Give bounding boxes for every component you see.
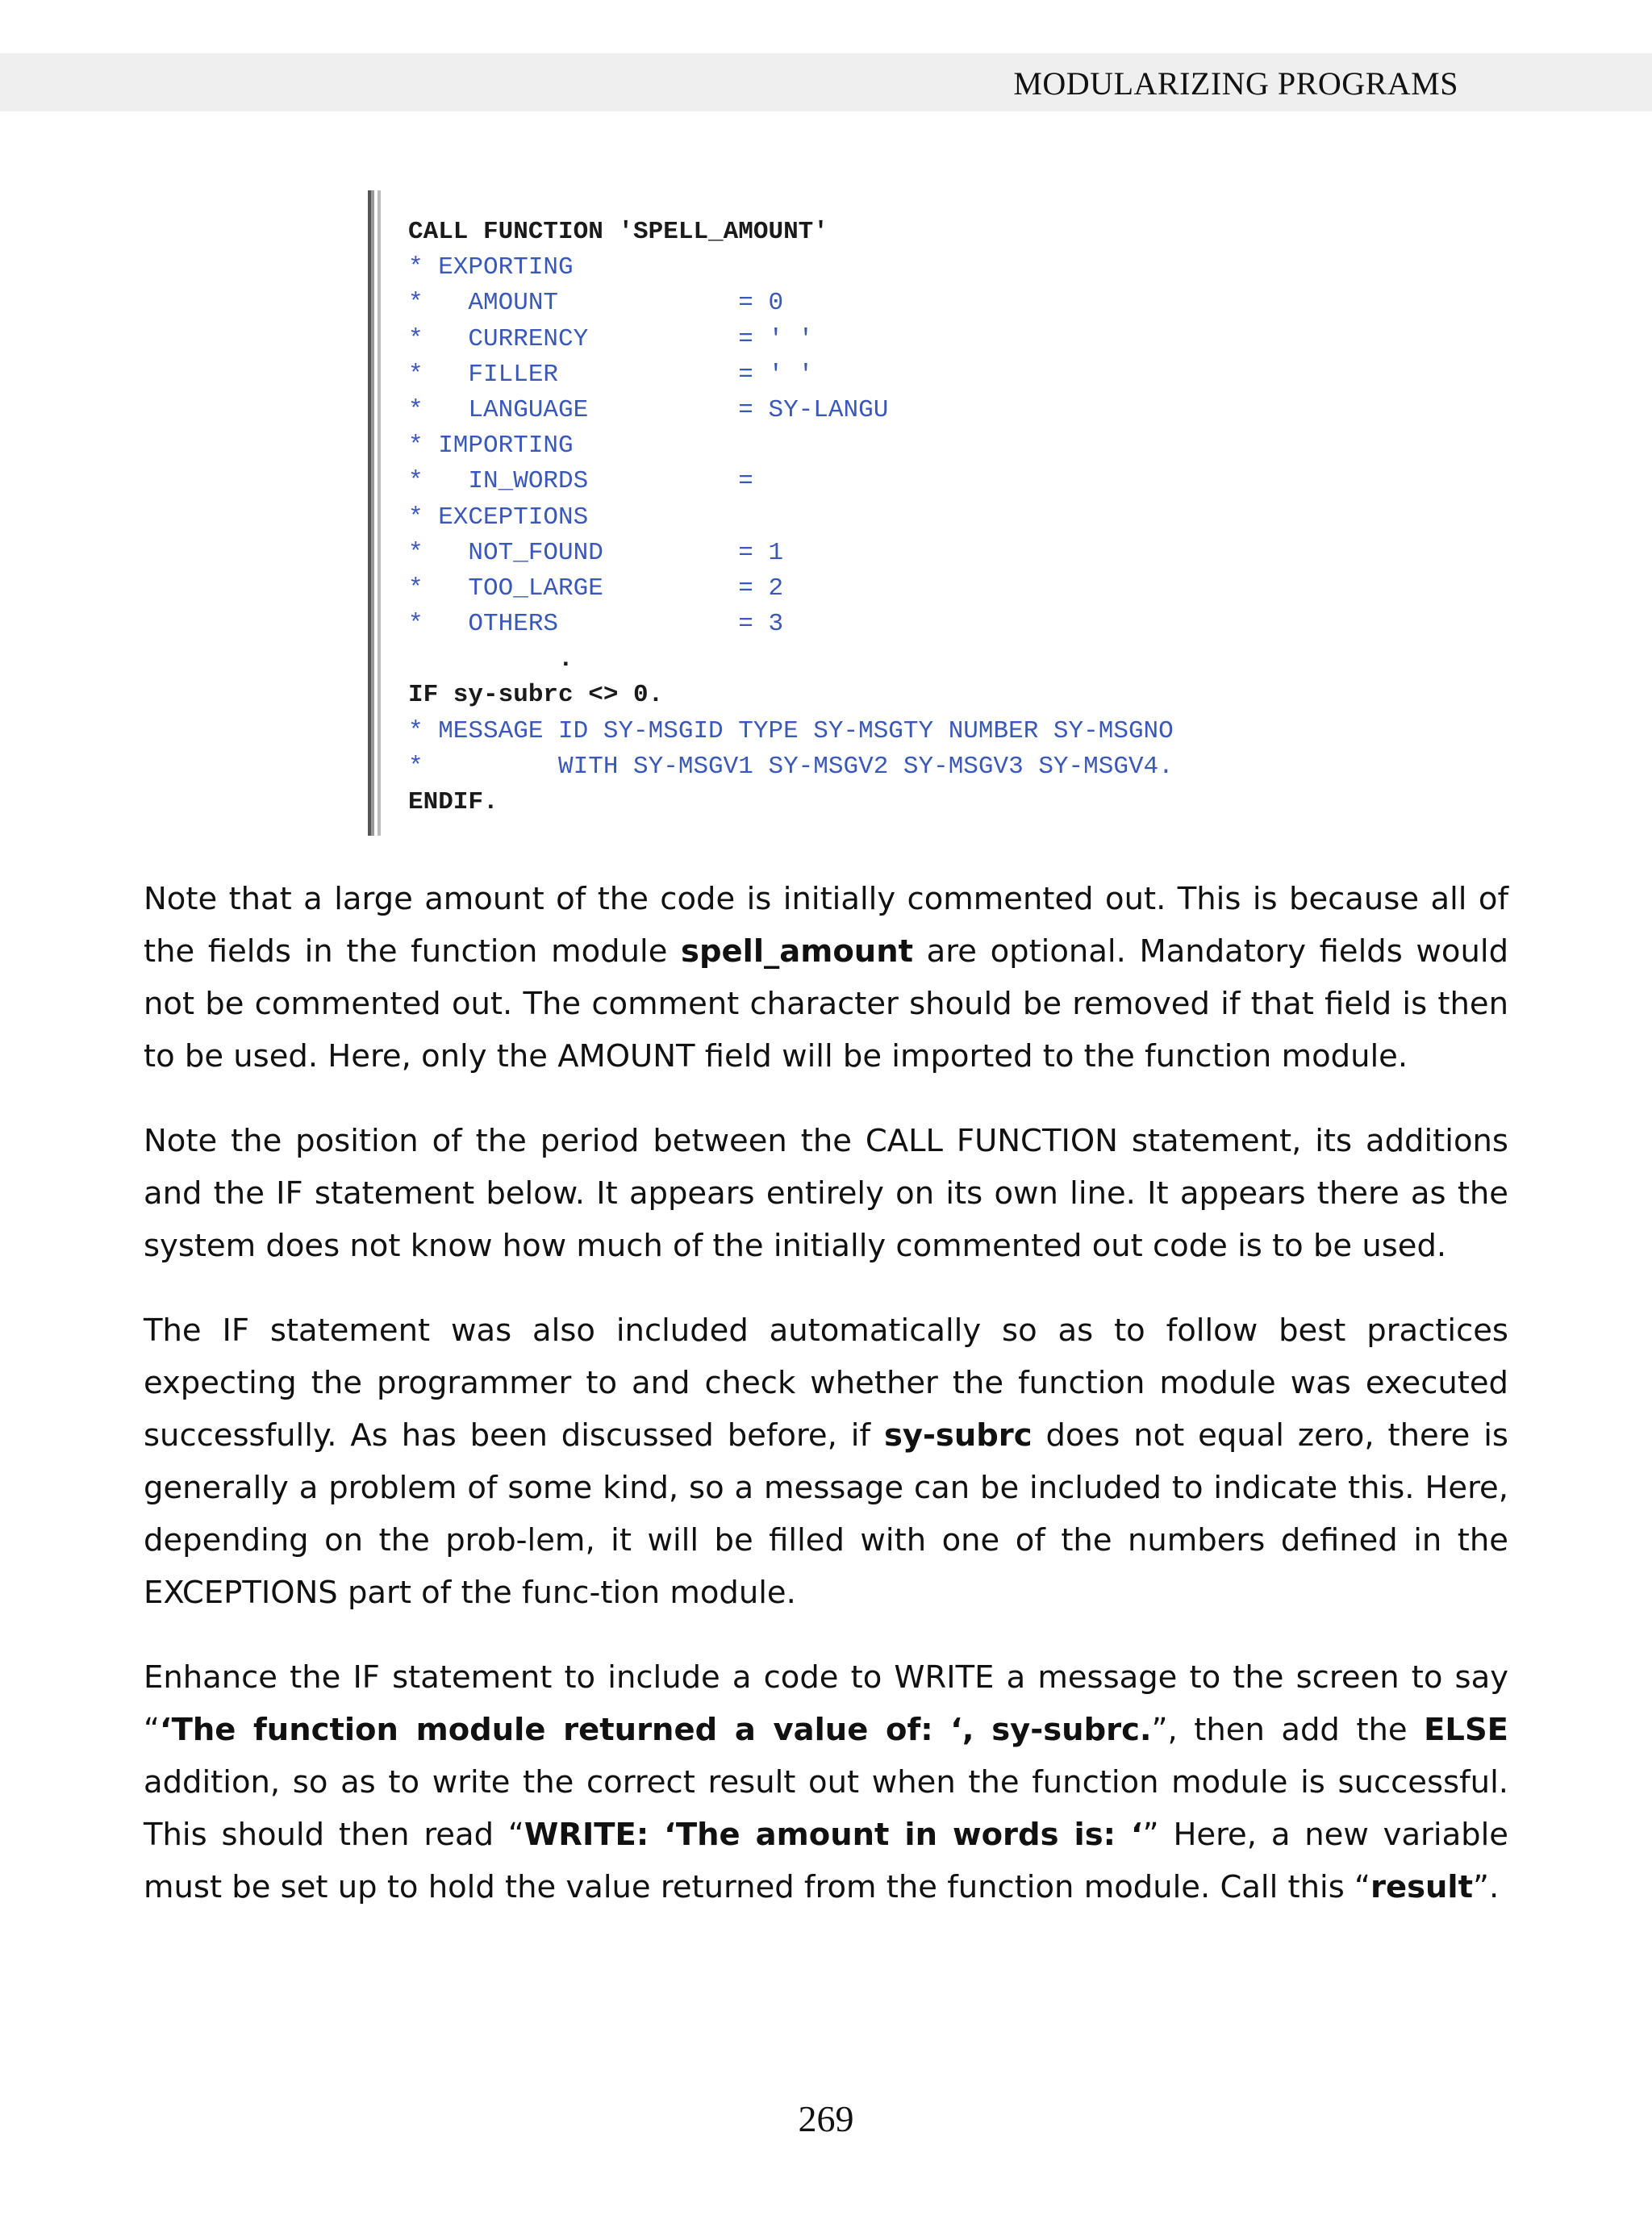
text-run: ” Here, a new variable must be set up to hold the value returned from the function module. Call this “ [144,1817,1508,1905]
code-line: * CURRENCY = ' ' [408,324,814,353]
code-line: ENDIF. [408,788,499,816]
code-line: IF sy-subrc <> 0. [408,681,664,710]
code-line: * NOT_FOUND = 1 [408,538,784,567]
text-run: The IF statement was also included automatically so as to follow best practices expecting the programmer to and check whether the function module was executed successfully. As has been discussed before, if [144,1312,1508,1454]
bold-term: result [1370,1869,1474,1905]
code-line: * LANGUAGE = SY-LANGU [408,395,889,424]
text-run: are optional. Mandatory fields would not be commented out. The comment character should be removed if that field is then to be used. Here, only the AMOUNT field will be imported to the function module. [144,933,1509,1074]
code-line: * WITH SY-MSGV1 SY-MSGV2 SY-MSGV3 SY-MSGV4. [408,752,1174,781]
code-line: * IN_WORDS = [408,467,753,496]
bold-term: ELSE [1424,1712,1508,1748]
code-line: * FILLER = ' ' [408,360,814,389]
text-run: Note that a large amount of the code is initially commented out. This is because all of the fields in the function module [144,881,1508,970]
bold-term: sy-subrc [883,1417,1032,1454]
text-run: ”. [1473,1869,1500,1905]
paragraph-1 [144,873,1508,1083]
editor-gutter-bar [368,190,374,836]
code-block [408,215,1174,820]
code-screenshot [368,190,1274,836]
body-text [144,873,1508,1946]
text-run: Note the position of the period between the CALL FUNCTION statement, its additions and the IF statement below. It appears entirely on its own line. It appears there as the system does not know how much of the initially commented out code is to be used. [144,1123,1508,1264]
bold-term: ‘The function module returned a value of: ‘, sy-subrc. [159,1712,1152,1748]
bold-term: WRITE: ‘The amount in words is: ‘ [524,1817,1143,1853]
text-run: addition, so as to write the correct result out when the function module is successful. This should then read “ [144,1764,1508,1853]
code-line: * EXCEPTIONS [408,503,589,532]
paragraph-3 [144,1304,1508,1619]
text-run: Enhance the IF statement to include a code to WRITE a message to the screen to say “ [144,1659,1508,1748]
code-line: * OTHERS = 3 [408,610,784,639]
text-run: ”, then add the [1151,1712,1425,1748]
code-line: * EXPORTING [408,253,574,282]
code-line: CALL FUNCTION 'SPELL_AMOUNT' [408,218,828,246]
code-line: * IMPORTING [408,432,574,461]
code-line: * AMOUNT = 0 [408,289,784,318]
text-run: does not equal zero, there is generally a problem of some kind, so a message can be included to indicate this. Here, depending on the prob-lem, it will be filled with one of the numbers defined in the EXCEPTIONS part of the func-tion module. [144,1417,1508,1611]
running-title: MODULARIZING PROGRAMS [1013,65,1458,102]
bold-term: spell_amount [681,933,914,970]
page-number: 269 [798,2098,854,2139]
paragraph-2 [144,1115,1508,1272]
code-line: * TOO_LARGE = 2 [408,574,784,603]
code-line: . [408,645,574,674]
editor-gutter-line [378,190,381,836]
code-line: * MESSAGE ID SY-MSGID TYPE SY-MSGTY NUMBER SY-MSGNO [408,716,1174,745]
paragraph-4 [144,1651,1508,1913]
